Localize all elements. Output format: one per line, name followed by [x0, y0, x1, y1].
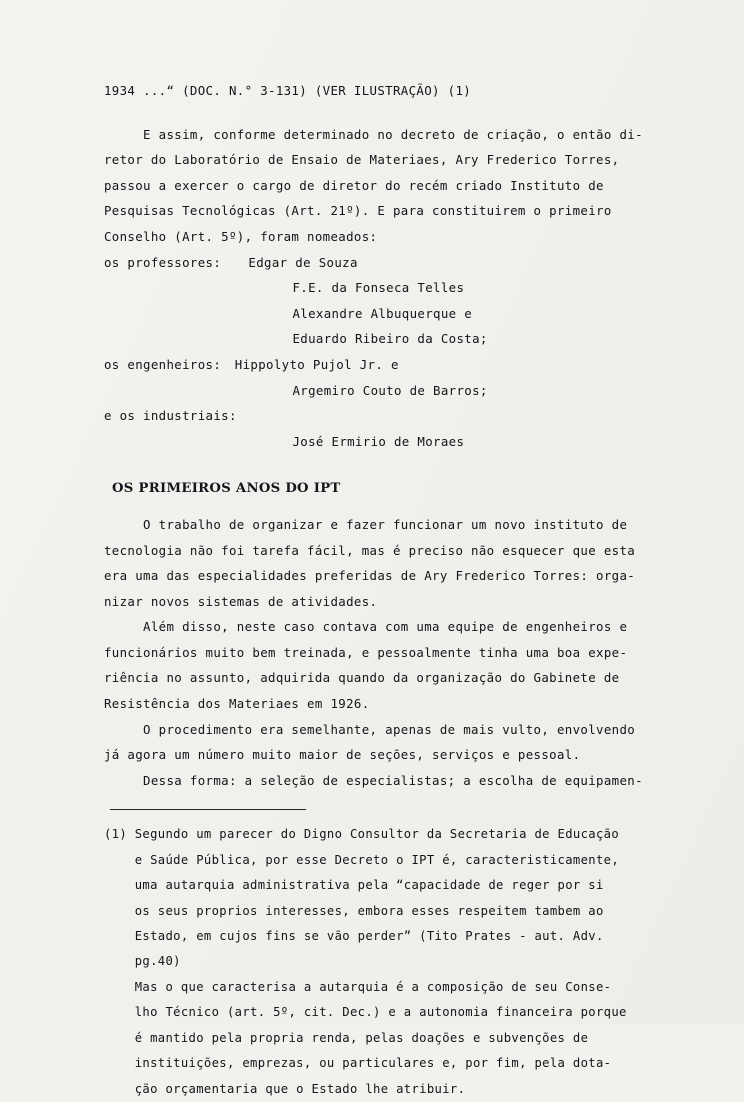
paragraph-2-line-3: era uma das especialidades preferidas de Ary Frederico Torres: orga-	[104, 568, 636, 584]
appointment-group-label: os engenheiros:	[104, 356, 222, 372]
paragraph-1-line-3: passou a exercer o cargo de diretor do recém criado Instituto de	[104, 177, 604, 193]
footnote-line: (1) Segundo um parecer do Digno Consultor da Secretaria de Educação	[104, 827, 620, 842]
paragraph-3-line-4: Resistência dos Materiaes em 1926.	[104, 696, 370, 712]
appointment-name: Eduardo Ribeiro da Costa;	[292, 331, 488, 347]
paragraph-1-line-2: retor do Laboratório de Ensaio de Materiaes, Ary Frederico Torres,	[104, 152, 620, 168]
appointment-row	[104, 250, 682, 276]
appointment-row	[104, 301, 682, 327]
paragraph-4	[104, 717, 682, 768]
appointment-name: Edgar de Souza	[248, 254, 358, 270]
paragraph-3-line-2: funcionários muito bem treinada, e pessoalmente tinha uma boa expe-	[104, 644, 628, 660]
paragraph-3	[104, 614, 682, 716]
appointment-name: Alexandre Albuquerque e	[292, 305, 473, 321]
appointment-name: F.E. da Fonseca Telles	[292, 280, 465, 296]
paragraph-1-line-4: Pesquisas Tecnológicas (Art. 21º). E para constituirem o primeiro	[104, 203, 612, 219]
appointments-list	[104, 250, 682, 455]
appointment-group-label: os professores:	[104, 254, 222, 270]
footnote-line: os seus proprios interesses, embora esses respeitem tambem ao	[104, 903, 604, 918]
footnote-line: lho Técnico (art. 5º, cit. Dec.) e a autonomia financeira porque	[104, 1005, 627, 1020]
footnote-line: ção orçamentaria que o Estado lhe atribuir.	[104, 1081, 466, 1096]
footnote-line: uma autarquia administrativa pela “capacidade de reger por si	[104, 878, 604, 893]
paragraph-5-line-1: Dessa forma: a seleção de especialistas; a escolha de equipamen-	[104, 772, 643, 788]
appointment-name: Hippolyto Pujol Jr. e	[234, 356, 399, 372]
footnote-line: e Saúde Pública, por esse Decreto o IPT é, caracteristicamente,	[104, 852, 620, 867]
paragraph-3-line-3: riência no assunto, adquirida quando da organização do Gabinete de	[104, 670, 620, 686]
paragraph-1	[104, 122, 682, 250]
footnote-line: pg.40)	[104, 954, 181, 969]
appointment-name: José Ermirio de Moraes	[292, 433, 465, 449]
appointment-row	[104, 352, 682, 378]
footnote-line: instituições, emprezas, ou particulares e, por fim, pela dota-	[104, 1056, 612, 1071]
appointment-row	[104, 275, 682, 301]
paragraph-4-line-2: já agora um número muito maior de seções, serviços e pessoal.	[104, 747, 581, 763]
footnote-line: Mas o que caracterisa a autarquia é a composição de seu Conse-	[104, 979, 612, 994]
paragraph-1-line-1: E assim, conforme determinado no decreto de criação, o então di-	[104, 126, 643, 142]
section-title: OS PRIMEIROS ANOS DO IPT	[112, 481, 341, 497]
paragraph-1-line-5: Conselho (Art. 5º), foram nomeados:	[104, 228, 378, 244]
footnote-line: Estado, em cujos fins se vão perder” (Tito Prates - aut. Adv.	[104, 929, 604, 944]
paragraph-2-line-2: tecnologia não foi tarefa fácil, mas é preciso não esquecer que esta	[104, 542, 636, 558]
footnote	[104, 822, 682, 1101]
appointment-row	[104, 429, 682, 455]
paragraph-2	[104, 512, 682, 614]
paragraph-3-line-1: Além disso, neste caso contava com uma equipe de engenheiros e	[104, 619, 628, 635]
footnote-separator	[110, 809, 306, 810]
appointment-row	[104, 378, 682, 404]
paragraph-2-line-4: nizar novos sistemas de atividades.	[104, 593, 378, 609]
appointment-name: Argemiro Couto de Barros;	[292, 382, 488, 398]
paragraph-2-line-1: O trabalho de organizar e fazer funcionar um novo instituto de	[104, 516, 628, 532]
document-header-line: 1934 ...“ (DOC. N.° 3-131) (VER ILUSTRAÇÃO) (1)	[104, 83, 472, 98]
appointment-row	[104, 326, 682, 352]
paragraph-5	[104, 768, 682, 794]
footnote-line: é mantido pela propria renda, pelas doações e subvenções de	[104, 1030, 589, 1045]
appointment-group-label: e os industriais:	[104, 408, 237, 424]
paragraph-4-line-1: O procedimento era semelhante, apenas de mais vulto, envolvendo	[104, 721, 636, 737]
appointment-row	[104, 403, 682, 429]
